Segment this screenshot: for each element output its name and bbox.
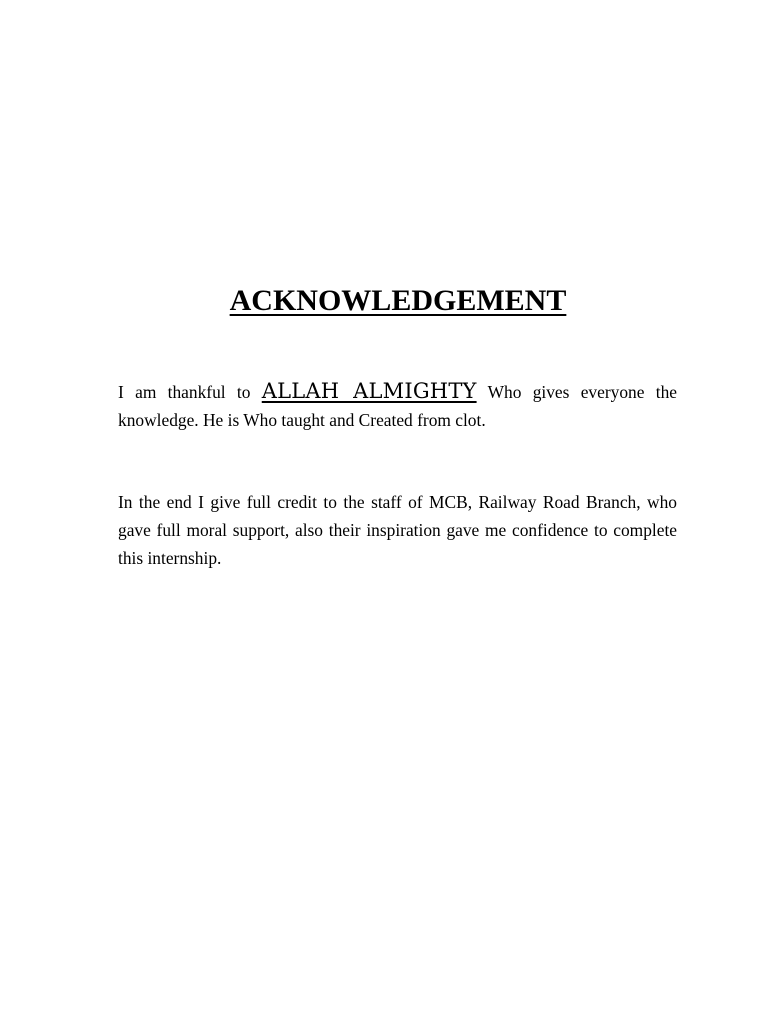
thanks-continuation-text: Who gives everyone the knowledge. He is Who taught and Created from clot.: [118, 382, 677, 430]
credit-paragraph: In the end I give full credit to the staff of MCB, Railway Road Branch, who gave full moral support, also their inspiration gave me confidence to complete this internship.: [118, 492, 677, 568]
page-title: ACKNOWLEDGEMENT: [229, 284, 567, 317]
thanks-paragraph: [118, 377, 677, 434]
emphasized-name: ALLAH ALMIGHTY: [261, 379, 477, 403]
thanks-intro-text: I am thankful to: [118, 382, 262, 402]
